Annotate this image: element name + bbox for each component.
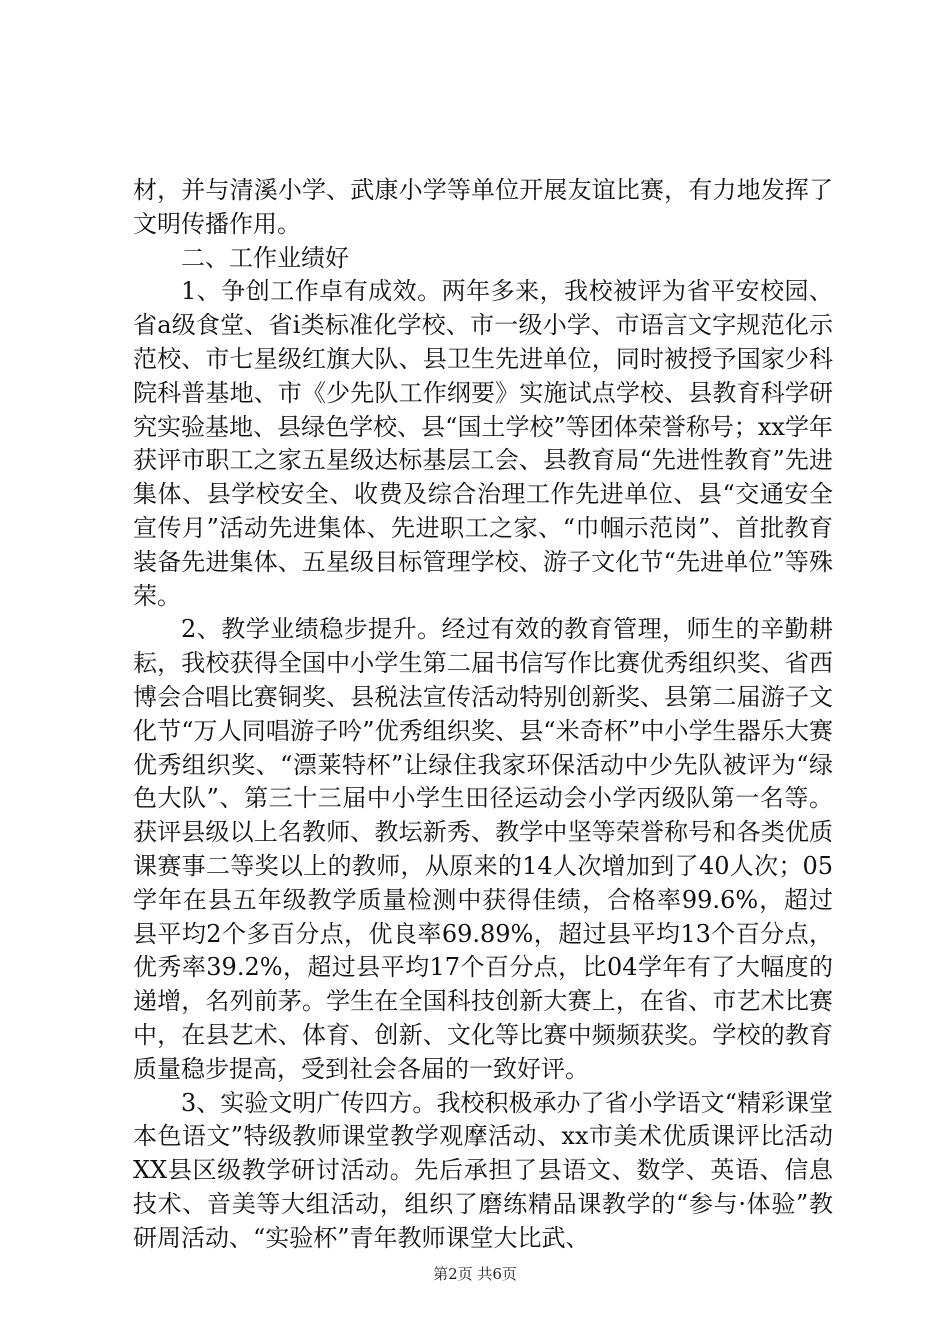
section-heading: 二、工作业绩好: [181, 243, 349, 272]
document-body: [133, 174, 833, 1256]
page-footer: 第2页 共6页: [433, 1265, 517, 1283]
paragraph-achievements: 1、争创工作卓有成效。两年多来，我校被评为省平安校园、省a级食堂、省i类标准化学校、市一级小学、市语言文字规范化示范校、市七星级红旗大队、县卫生先进单位，同时被授予国家少科院科普基地、市《少先队工作纲要》实施试点学校、县教育科学研究实验基地、县绿色学校、县“国土学校”等团体荣誉称号；xx学年获评市职工之家五星级达标基层工会、县教育局“先进性教育”先进集体、县学校安全、收费及综合治理工作先进单位、县“交通安全宣传月”活动先进集体、先进职工之家、“巾帼示范岗”、首批教育装备先进集体、五星级目标管理学校、游子文化节“先进单位”等殊荣。: [133, 277, 833, 610]
paragraph-continuation: 材，并与清溪小学、武康小学等单位开展友谊比赛，有力地发挥了文明传播作用。: [133, 176, 833, 238]
paragraph-experiment: 3、实验文明广传四方。我校积极承办了省小学语文“精彩课堂本色语文”特级教师课堂教学观摩活动、xx市美术优质课评比活动XX县区级教学研讨活动。先后承担了县语文、数学、英语、信息技术、音美等大组活动，组织了磨练精品课教学的“参与·体验”教研周活动、“实验杯”青年教师课堂大比武、: [133, 1088, 833, 1252]
paragraph-teaching-results: 2、教学业绩稳步提升。经过有效的教育管理，师生的辛勤耕耘，我校获得全国中小学生第二届书信写作比赛优秀组织奖、省西博会合唱比赛铜奖、县税法宣传活动特别创新奖、县第二届游子文化节“万人同唱游子吟”优秀组织奖、县“米奇杯”中小学生器乐大赛优秀组织奖、“漂莱特杯”让绿住我家环保活动中少先队被评为“绿色大队”、第三十三届中小学生田径运动会小学丙级队第一名等。获评县级以上名教师、教坛新秀、教学中坚等荣誉称号和各类优质课赛事二等奖以上的教师，从原来的14人次增加到了40人次；05学年在县五年级教学质量检测中获得佳绩，合格率99.6%，超过县平均2个多百分点，优良率69.89%，超过县平均13个百分点，优秀率39.2%，超过县平均17个百分点，比04学年有了大幅度的递增，名列前茅。学生在全国科技创新大赛上，在省、市艺术比赛中，在县艺术、体育、创新、文化等比赛中频频获奖。学校的教育质量稳步提高，受到社会各届的一致好评。: [133, 615, 833, 1083]
